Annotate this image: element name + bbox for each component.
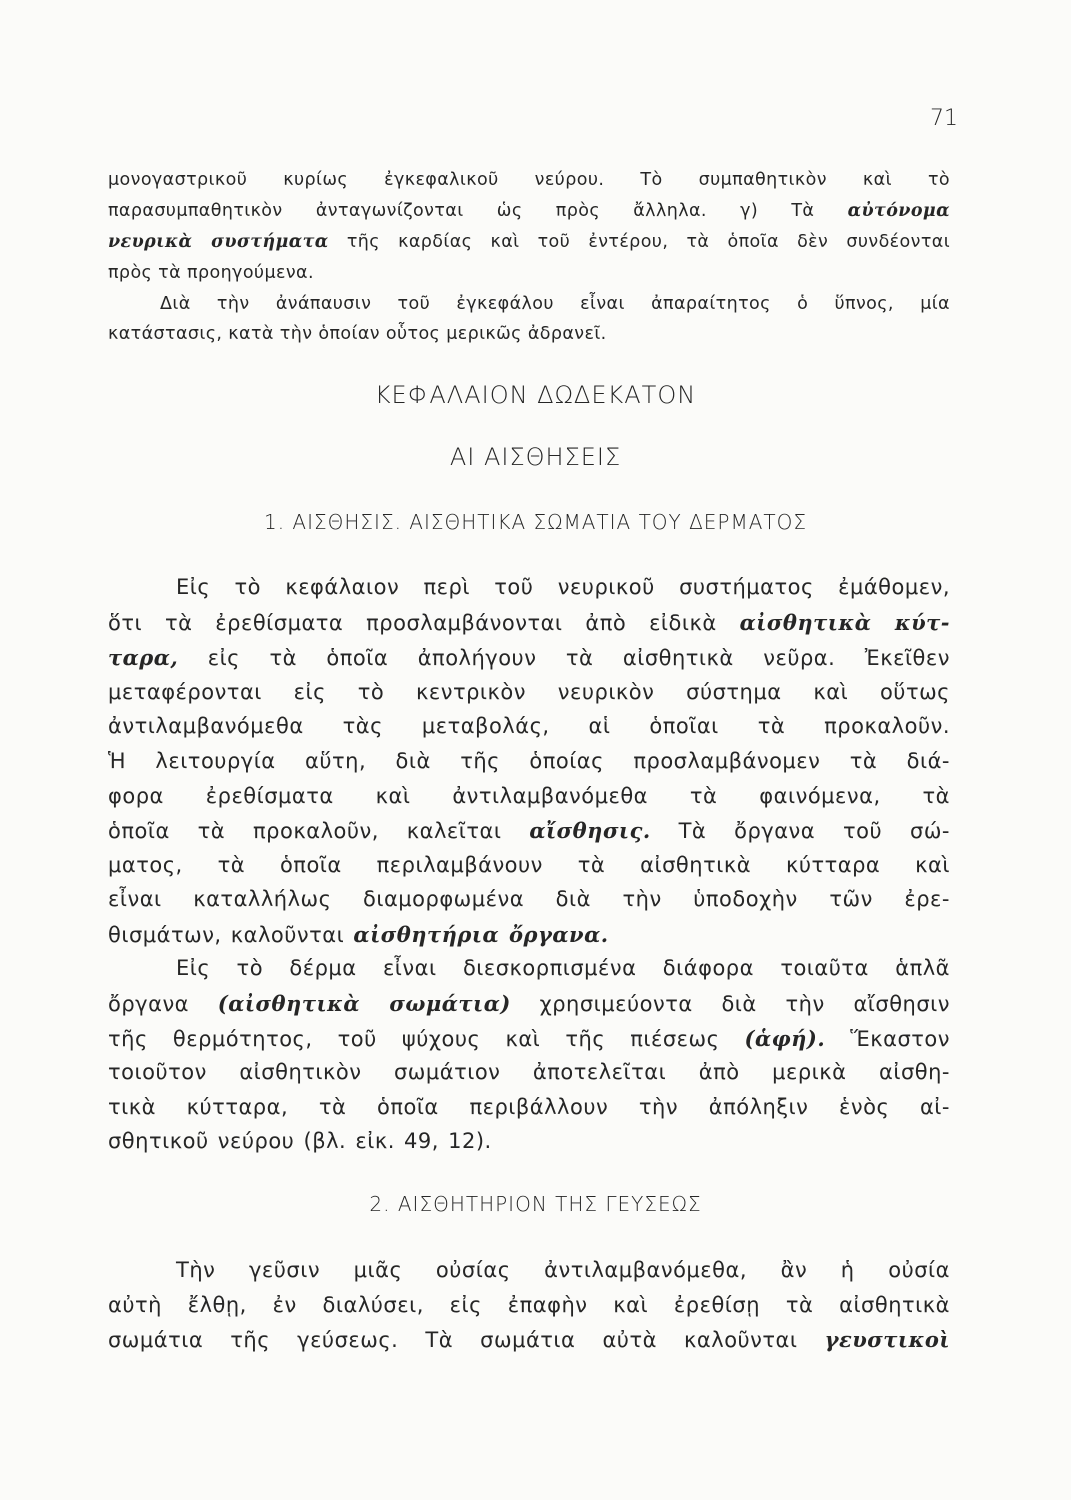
text-line: ματος, τὰ ὁποῖα περιλαμβάνουν τὰ αἰσθητικὰ κύτταρα καὶ bbox=[108, 853, 950, 877]
chapter-title: ΚΕΦΑΛΑΙΟΝ ΔΩΔΕΚΑΤΟΝ bbox=[374, 381, 697, 409]
text-line: ὁποῖα τὰ προκαλοῦν, καλεῖται αἴσθησις. Τὰ ὄργανα τοῦ σώ- bbox=[108, 818, 951, 843]
emphasis-term: γευστικοὶ bbox=[824, 1327, 950, 1352]
emphasis-term: ταρα, bbox=[108, 645, 179, 670]
text-line: σθητικοῦ νεύρου (βλ. εἰκ. 49, 12). bbox=[108, 1129, 492, 1153]
emphasis-term: αἰσθητικὰ κύτ- bbox=[739, 610, 950, 635]
text-line: τῆς θερμότητος, τοῦ ψύχους καὶ τῆς πιέσεως (ἁφή). Ἕκαστον bbox=[108, 1026, 950, 1051]
text-line: Ἡ λειτουργία αὕτη, διὰ τῆς ὁποίας προσλαμβάνομεν τὰ διά- bbox=[108, 749, 950, 773]
text-line: εἶναι καταλλήλως διαμορφωμένα διὰ τὴν ὑποδοχὴν τῶν ἐρε- bbox=[108, 887, 950, 911]
text-line: αὐτὴ ἔλθῃ, ἐν διαλύσει, εἰς ἐπαφὴν καὶ ἐρεθίσῃ τὰ αἰσθητικὰ bbox=[108, 1293, 950, 1317]
text-line: μονογαστρικοῦ κυρίως ἐγκεφαλικοῦ νεύρου. Τὸ συμπαθητικὸν καὶ τὸ bbox=[108, 170, 950, 190]
section-heading: 2. ΑΙΣΘΗΤΗΡΙΟΝ ΤΗΣ ΓΕΥΣΕΩΣ bbox=[369, 1192, 702, 1216]
text-line: θισμάτων, καλοῦνται αἰσθητήρια ὄργανα. bbox=[108, 922, 609, 947]
emphasis-term: αὐτόνομα bbox=[847, 201, 950, 221]
text-line: ἀντιλαμβανόμεθα τὰς μεταβολάς, αἱ ὁποῖαι τὰ προκαλοῦν. bbox=[108, 714, 950, 738]
text-line: ὅτι τὰ ἐρεθίσματα προσλαμβάνονται ἀπὸ εἰδικὰ αἰσθητικὰ κύτ- bbox=[108, 610, 950, 635]
text-line: Τὴν γεῦσιν μιᾶς οὐσίας ἀντιλαμβανόμεθα, ἂν ἡ οὐσία bbox=[176, 1258, 950, 1282]
page-number: 71 bbox=[930, 106, 958, 131]
text-line: νευρικὰ συστήματα τῆς καρδίας καὶ τοῦ ἐντέρου, τὰ ὁποῖα δὲν συνδέονται bbox=[108, 232, 951, 252]
emphasis-term: (αἰσθητικὰ σωμάτια) bbox=[217, 991, 511, 1016]
text-line: παρασυμπαθητικὸν ἀνταγωνίζονται ὡς πρὸς ἄλληλα. γ) Τὰ αὐτόνομα bbox=[108, 201, 950, 221]
emphasis-term: αἰσθητήρια ὄργανα. bbox=[353, 922, 609, 947]
text-line: Διὰ τὴν ἀνάπαυσιν τοῦ ἐγκεφάλου εἶναι ἀπαραίτητος ὁ ὕπνος, μία bbox=[160, 294, 950, 314]
text-line: μεταφέρονται εἰς τὸ κεντρικὸν νευρικὸν σύστημα καὶ οὕτως bbox=[108, 680, 950, 704]
text-line: τοιοῦτον αἰσθητικὸν σωμάτιον ἀποτελεῖται ἀπὸ μερικὰ αἰσθη- bbox=[108, 1060, 950, 1084]
text-line: ταρα, εἰς τὰ ὁποῖα ἀπολήγουν τὰ αἰσθητικὰ νεῦρα. Ἐκεῖθεν bbox=[108, 645, 950, 670]
section-heading: 1. ΑΙΣΘΗΣΙΣ. ΑΙΣΘΗΤΙΚΑ ΣΩΜΑΤΙΑ ΤΟΥ ΔΕΡΜΑΤΟΣ bbox=[263, 510, 808, 534]
text-line: φορα ἐρεθίσματα καὶ ἀντιλαμβανόμεθα τὰ φαινόμενα, τὰ bbox=[108, 784, 950, 808]
text-line: Εἰς τὸ κεφάλαιον περὶ τοῦ νευρικοῦ συστήματος ἐμάθομεν, bbox=[176, 575, 950, 599]
emphasis-term: αἴσθησις. bbox=[529, 818, 651, 843]
emphasis-term: νευρικὰ συστήματα bbox=[108, 232, 329, 252]
text-line: πρὸς τὰ προηγούμενα. bbox=[108, 263, 314, 283]
text-line: Εἰς τὸ δέρμα εἶναι διεσκορπισμένα διάφορα τοιαῦτα ἁπλᾶ bbox=[176, 956, 950, 980]
text-line: σωμάτια τῆς γεύσεως. Τὰ σωμάτια αὐτὰ καλοῦνται γευστικοὶ bbox=[108, 1327, 950, 1352]
chapter-subtitle: ΑΙ ΑΙΣΘΗΣΕΙΣ bbox=[449, 443, 622, 471]
text-line: τικὰ κύτταρα, τὰ ὁποῖα περιβάλλουν τὴν ἀπόληξιν ἑνὸς αἰ- bbox=[108, 1095, 950, 1119]
text-line: ὄργανα (αἰσθητικὰ σωμάτια) χρησιμεύοντα διὰ τὴν αἴσθησιν bbox=[108, 991, 951, 1016]
emphasis-term: (ἁφή). bbox=[744, 1026, 826, 1051]
text-line: κατάστασις, κατὰ τὴν ὁποίαν οὗτος μερικῶς ἀδρανεῖ. bbox=[108, 324, 607, 344]
